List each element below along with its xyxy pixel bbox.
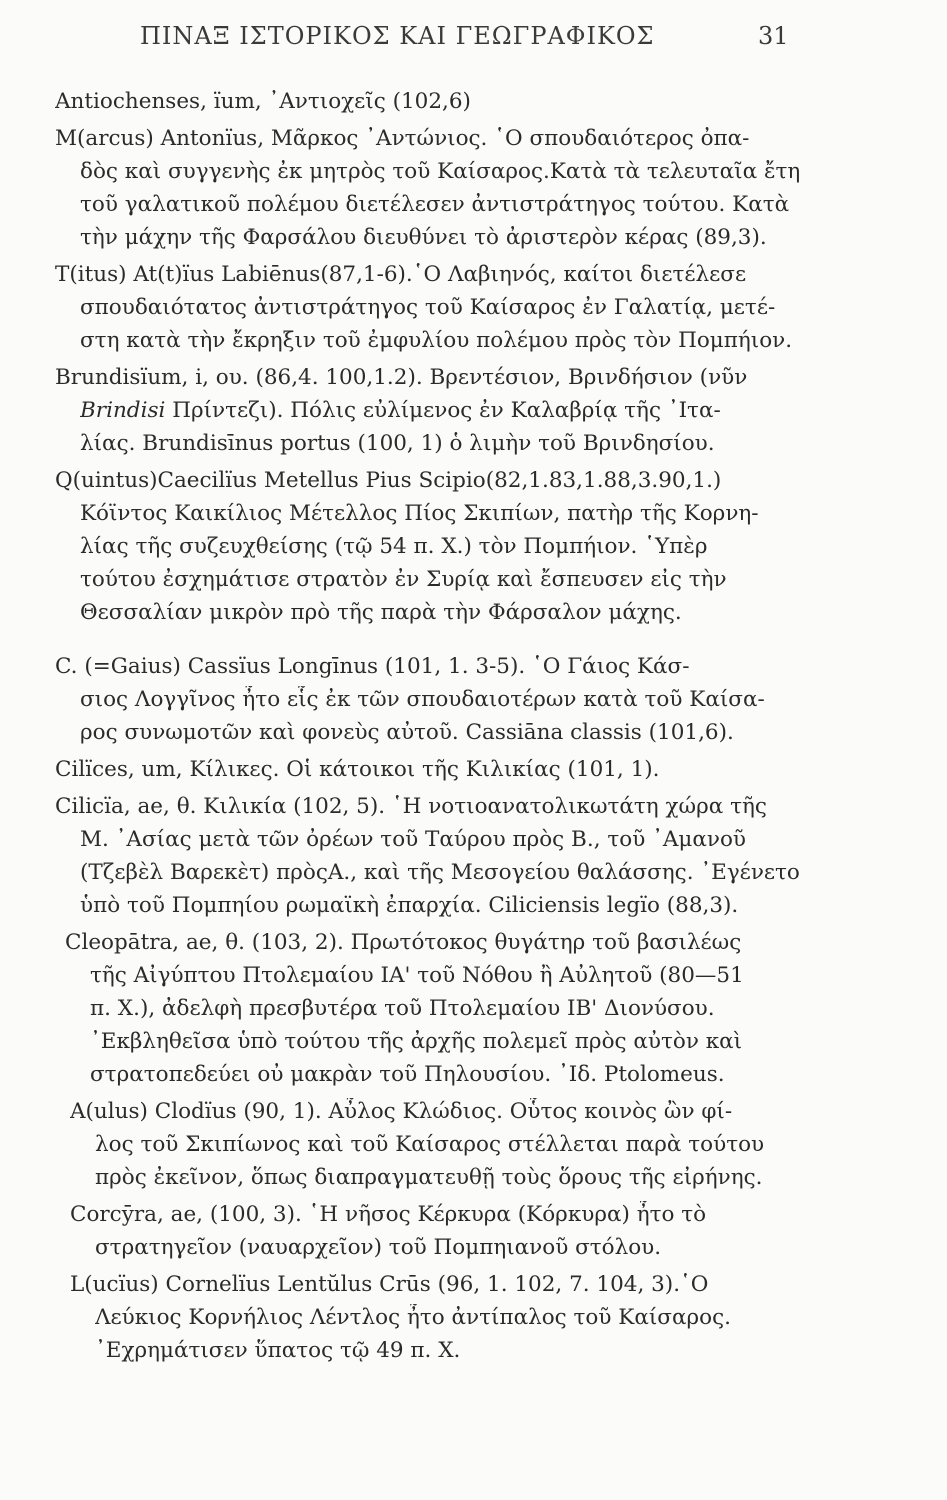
text-line: στρατηγεῖον (ναυαρχεῖον) τοῦ Πομπηιανοῦ στόλου. bbox=[95, 1235, 662, 1260]
text-line: τὴν μάχην τῆς Φαρσάλου διευθύνει τὸ ἀριστερὸν κέρας (89,3). bbox=[80, 225, 767, 250]
text-line: τούτου ἐσχημάτισε στρατὸν ἐν Συρίᾳ καὶ ἔσπευσεν εἰς τὴν bbox=[80, 567, 727, 592]
text-line: λίας τῆς συζευχθείσης (τῷ 54 π. X.) τὸν Πομπήιον. ῾Υπὲρ bbox=[80, 534, 708, 559]
running-title: ΠΙΝΑΞ ΙΣΤΟΡΙΚΟΣ ΚΑΙ ΓΕΩΓΡΑΦΙΚΟΣ bbox=[140, 22, 655, 50]
text-line: ὑπὸ τοῦ Πομπηίου ρωμαϊκὴ ἐπαρχία. Ciliciensis legïo (88,3). bbox=[80, 893, 739, 918]
text-line: σπουδαιότατος ἀντιστράτηγος τοῦ Καίσαρος ἐν Γαλατίᾳ, μετέ- bbox=[80, 295, 776, 320]
text-line: ᾿Εκβληθεῖσα ὑπὸ τούτου τῆς ἀρχῆς πολεμεῖ πρὸς αὐτὸν καὶ bbox=[90, 1029, 743, 1054]
text-line: Cleopātra, ae, θ. (103, 2). Πρωτότοκος θυγάτηρ τοῦ βασιλέως bbox=[65, 930, 742, 955]
text-line: M(arcus) Antonïus, Μᾶρκος ᾿Αντώνιος. ῾Ο σπουδαιότερος ὀπα- bbox=[55, 126, 750, 151]
text-line: πρὸς ἐκεῖνον, ὅπως διαπραγματευθῇ τοὺς ὅρους τῆς εἰρήνης. bbox=[95, 1165, 763, 1190]
text-line: ρος συνωμοτῶν καὶ φονεὺς αὐτοῦ. Cassiāna classis (101,6). bbox=[80, 720, 734, 745]
text-line: Cilicïa, ae, θ. Κιλικία (102, 5). ῾Η νοτιοανατολικωτάτη χώρα τῆς bbox=[55, 794, 767, 819]
line-remainder: Πρίντεζι). Πόλις εὐλίμενος ἐν Καλαβρίᾳ τῆς ᾿Ιτα- bbox=[165, 398, 721, 423]
text-line: (Τζεβὲλ Βαρεκὲτ) πρὸςΑ., καὶ τῆς Μεσογείου θαλάσσης. ᾿Εγένετο bbox=[80, 860, 800, 885]
text-line: Brundisïum, i, oυ. (86,4. 100,1.2). Βρεντέσιον, Βρινδήσιον (νῦν bbox=[55, 365, 748, 390]
text-line: π. X.), ἀδελφὴ πρεσβυτέρα τοῦ Πτολεμαίου ΙΒ' Διονύσου. bbox=[90, 996, 715, 1021]
text-line: δὸς καὶ συγγενὴς ἐκ μητρὸς τοῦ Καίσαρος.Κατὰ τὰ τελευταῖα ἔτη bbox=[80, 159, 801, 184]
text-line: λος τοῦ Σκιπίωνος καὶ τοῦ Καίσαρος στέλλεται παρὰ τούτου bbox=[95, 1132, 765, 1157]
text-line: M. ᾿Ασίας μετὰ τῶν ὀρέων τοῦ Ταύρου πρὸς Β., τοῦ ᾿Αμανοῦ bbox=[80, 827, 746, 852]
page-number: 31 bbox=[758, 22, 789, 50]
text-line: ᾿Εχρημάτισεν ὕπατος τῷ 49 π. X. bbox=[95, 1338, 461, 1363]
text-line: λίας. Brundisīnus portus (100, 1) ὁ λιμὴν τοῦ Βρινδησίου. bbox=[80, 431, 715, 456]
text-line: σιος Λογγῖνος ἦτο εἷς ἐκ τῶν σπουδαιοτέρων κατὰ τοῦ Καίσα- bbox=[80, 687, 765, 712]
text-line: Θεσσαλίαν μικρὸν πρὸ τῆς παρὰ τὴν Φάρσαλον μάχης. bbox=[80, 600, 682, 625]
text-line: A(ulus) Clodïus (90, 1). Αὖλος Κλώδιος. Οὗτος κοινὸς ὢν φί- bbox=[70, 1099, 733, 1124]
text-line: T(itus) At(t)ïus Labiēnus(87,1-6).῾Ο Λαβιηνός, καίτοι διετέλεσε bbox=[55, 262, 747, 287]
text-line: Cilïces, um, Κίλικες. Οἱ κάτοικοι τῆς Κιλικίας (101, 1). bbox=[55, 757, 660, 782]
text-line: L(ucïus) Cornelïus Lentŭlus Crūs (96, 1. 102, 7. 104, 3).῾Ο bbox=[70, 1272, 709, 1297]
text-line: Corcȳra, ae, (100, 3). ῾Η νῆσος Κέρκυρα (Κόρκυρα) ἦτο τὸ bbox=[70, 1202, 707, 1227]
text-line: Antiochenses, ïum, ᾿Αντιοχεῖς (102,6) bbox=[55, 89, 471, 114]
text-line: στη κατὰ τὴν ἔκρηξιν τοῦ ἐμφυλίου πολέμου πρὸς τὸν Πομπήιον. bbox=[80, 328, 793, 353]
text-line: τῆς Αἰγύπτου Πτολεμαίου ΙΑ' τοῦ Νόθου ἢ Αὐλητοῦ (80—51 bbox=[90, 963, 744, 988]
text-line: Κόϊντος Καικίλιος Μέτελλος Πίος Σκιπίων, πατὴρ τῆς Κορνη- bbox=[80, 501, 759, 526]
text-line: Λεύκιος Κορνήλιος Λέντλος ἦτο ἀντίπαλος τοῦ Καίσαρος. bbox=[95, 1305, 731, 1330]
text-line bbox=[80, 397, 721, 425]
text-line: C. (=Gaius) Cassïus Longīnus (101, 1. 3-5). ῾Ο Γάιος Κάσ- bbox=[55, 654, 690, 679]
text-line: στρατοπεδεύει οὐ μακρὰν τοῦ Πηλουσίου. ᾿Ιδ. Ptolomeus. bbox=[90, 1062, 725, 1087]
text-line: τοῦ γαλατικοῦ πολέμου διετέλεσεν ἀντιστράτηγος τούτου. Κατὰ bbox=[80, 192, 790, 217]
italic-word: Brindisi bbox=[80, 398, 166, 423]
text-line: Q(uintus)Caecilïus Metellus Pius Scipio(82,1.83,1.88,3.90,1.) bbox=[55, 468, 722, 493]
